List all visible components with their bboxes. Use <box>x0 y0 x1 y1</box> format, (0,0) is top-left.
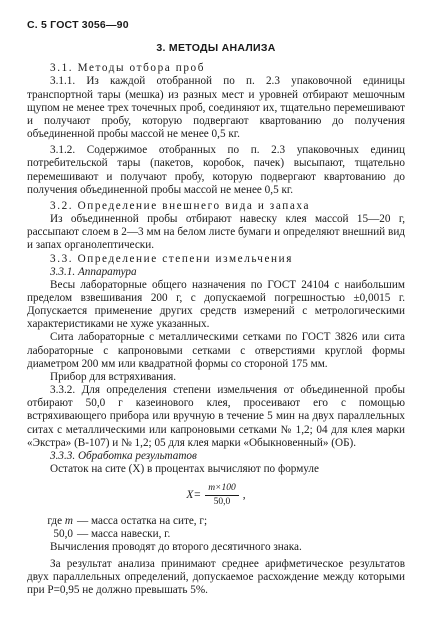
where-symbol-m <box>27 515 77 528</box>
formula-lhs: X= <box>186 488 202 501</box>
where-line-mass <box>27 528 405 541</box>
paragraph-3-1-1: 3.1.1. Из каждой отобранной по п. 2.3 упаковочной единицы транспортной тары (мешка) из разных мест и уровней отбирают мешочным щупом не менее трех точечных проб, соединяют их, тщательно перемешивают и получают пробу, которую подвергают квартованию до получения объединенной пробы массой не менее 0,5 кг. <box>27 75 405 141</box>
paragraph-3-1-2: 3.1.2. Содержимое отобранных по п. 2.3 упаковочных единиц потребительской тары (пакетов, коробок, пачек) высыпают, тщательно перемешивают и получают пробу, которую подвергают квартованию до получения объединенной пробы массой не менее 0,5 кг. <box>27 144 405 196</box>
heading-3-3-1: 3.3.1. Аппаратура <box>50 265 137 278</box>
paragraph-3-3-3-intro: Остаток на сите (X) в процентах вычисляют по формуле <box>50 463 319 475</box>
formula-numerator: m×100 <box>205 483 239 496</box>
page-header: С. 5 ГОСТ 3056—90 <box>27 19 129 31</box>
section-title: 3. МЕТОДЫ АНАЛИЗА <box>156 42 276 55</box>
formula-tail: , <box>242 488 246 501</box>
paragraph-3-3-1-sieves: Сита лабораторные с металлическими сетками по ГОСТ 3826 или сита лабораторные с капроновыми сетками с отверстиями круглой формы диаметром 200 мм или квадратной формы со стороной 175 мм. <box>27 331 405 370</box>
heading-3-2: 3.2. Определение внешнего вида и запаха <box>50 199 311 212</box>
paragraph-calc: Вычисления проводят до второго десятичного знака. <box>50 541 302 554</box>
formula <box>27 478 405 512</box>
paragraph-3-3-1-shaker: Прибор для встряхивания. <box>50 370 177 383</box>
formula-denominator: 50,0 <box>213 496 231 507</box>
paragraph-result: За результат анализа принимают среднее арифметическое результатов двух параллельных определений, допускаемое расхождение между которыми при P=0,95 не должно превышать 5%. <box>27 557 405 596</box>
where-desc-m: — масса остатка на сите, г; <box>77 515 208 528</box>
heading-3-1: 3.1. Методы отбора проб <box>50 62 206 75</box>
where-desc-mass: — масса навески, г. <box>77 528 171 541</box>
formula-fraction <box>205 483 239 508</box>
heading-3-3-3: 3.3.3. Обработка результатов <box>50 449 197 462</box>
where-prefix: где <box>47 515 63 528</box>
paragraph-3-3-1-scales: Весы лабораторные общего назначения по ГОСТ 24104 с наибольшим пределом взвешивания 200 г, с допускаемой погрешностью ±0,0015 г. Допускается применение других средств измерений с метрологическими характеристиками не хуже указанных. <box>27 278 405 331</box>
paragraph-3-3-2: 3.3.2. Для определения степени измельчения от объединенной пробы отбирают 50,0 г казеинового клея, просеивают его с помощью встряхивающего прибора или вручную в течение 5 мин на двух параллельных ситах с металлическими или капроновыми сетками № 1,2; 04 для клея марки «Экстра» (В-107) и № 1,2; 05 для клея марки «Обыкновенный» (ОБ). <box>27 384 405 449</box>
where-symbol-mass: 50,0 <box>53 528 73 541</box>
heading-3-3: 3.3. Определение степени измельчения <box>50 252 293 265</box>
where-line-m <box>27 515 405 528</box>
paragraph-3-2: Из объединенной пробы отбирают навеску клея массой 15—20 г, рассыпают слоем в 2—3 мм на белом листе бумаги и определяют внешний вид и запах органолептически. <box>27 213 405 252</box>
where-symbol: m <box>64 515 73 528</box>
